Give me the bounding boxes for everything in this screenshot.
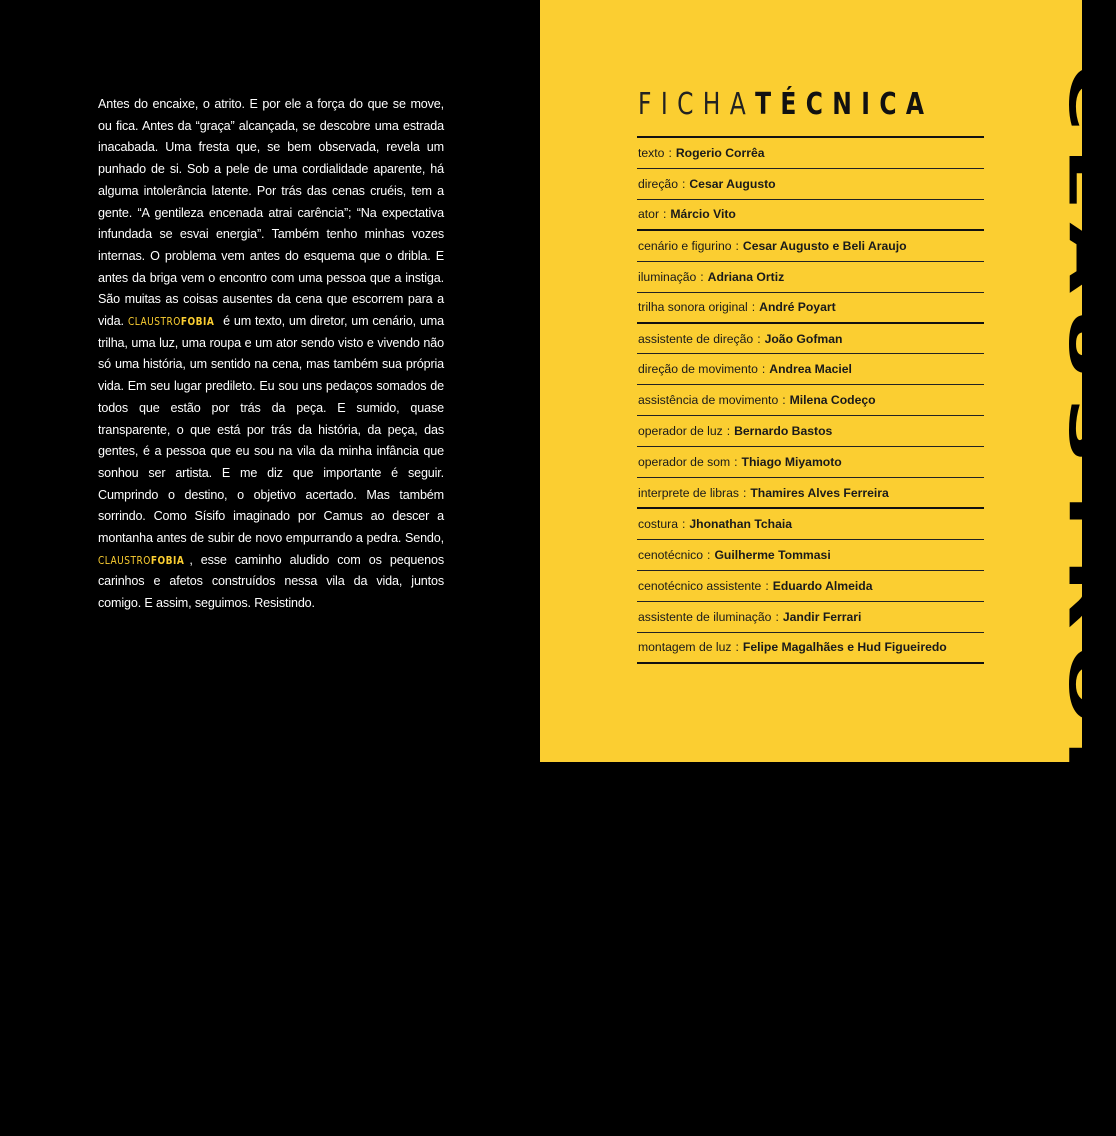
- credit-name: Cesar Augusto e Beli Araujo: [742, 238, 907, 253]
- credit-name: Bernardo Bastos: [734, 424, 833, 439]
- credit-name: Jandir Ferrari: [782, 609, 862, 624]
- credits-list: [637, 136, 984, 664]
- inline-brand: [128, 311, 214, 333]
- credit-row: [637, 509, 984, 540]
- credit-name: Cesar Augusto: [689, 176, 776, 191]
- credit-row: [637, 324, 984, 355]
- credit-role: cenotécnico: [638, 547, 704, 562]
- credit-separator: :: [681, 176, 686, 191]
- credit-row: [637, 385, 984, 416]
- credit-role: interprete de libras: [638, 485, 739, 500]
- credit-row: [637, 169, 984, 200]
- credit-separator: :: [681, 516, 686, 531]
- credit-row: [637, 633, 984, 664]
- credit-separator: :: [782, 393, 786, 408]
- credit-row: [637, 571, 984, 602]
- credit-role: assistente de iluminação: [638, 609, 772, 624]
- credit-row: [637, 478, 984, 509]
- credit-role: cenário e figurino: [638, 238, 732, 253]
- credit-role: operador de som: [638, 455, 731, 470]
- credit-name: Felipe Magalhães e Hud Figueiredo: [742, 640, 947, 655]
- credit-role: costura: [638, 516, 678, 531]
- credit-name: João Gofman: [764, 331, 843, 346]
- credit-separator: :: [707, 547, 711, 562]
- credit-name: Rogerio Corrêa: [675, 145, 765, 160]
- credit-separator: :: [751, 300, 756, 315]
- credit-role: montagem de luz: [638, 640, 732, 655]
- wordmark-vertical-center: CLAUSTROFOBIA: [467, 50, 527, 1122]
- credit-name: Márcio Vito: [670, 207, 736, 222]
- credit-row: [637, 602, 984, 633]
- inline-brand-bold: FOBIA: [150, 553, 185, 567]
- credit-separator: :: [668, 145, 672, 160]
- credit-row: [637, 293, 984, 324]
- credit-separator: :: [663, 207, 667, 222]
- ficha-title-light: FICHA: [638, 87, 756, 122]
- credit-name: Milena Codeço: [789, 393, 876, 408]
- credit-separator: :: [700, 269, 704, 284]
- credit-role: assistência de movimento: [638, 393, 779, 408]
- ficha-title-bold: TÉCNICA: [755, 87, 934, 122]
- credit-separator: :: [757, 331, 761, 346]
- credit-separator: :: [761, 362, 766, 377]
- body-part-1: Antes do encaixe, o atrito. E por ele a força do que se move, ou fica. Antes da “graça” alcançada, se descobre uma estrada inacabada. Uma fresta que, se bem observada, revela um punhado de si. Sob a pele de uma cordialidade aparente, há alguma intolerância latente. Por trás das cenas cruéis, tem a gente. “A gentileza encenada atrai carência”; “Na expectativa infundada se esvai energia”. Também tenho minhas vozes internas. O problema vem antes do esquema que o dribla. E antes da briga vem o encontro com uma pessoa que a instiga. São muitas as coisas ausentes da cena que escorrem para a vida.: [98, 97, 444, 329]
- body-part-2: é um texto, um diretor, um cenário, uma trilha, uma luz, uma roupa e um ator sendo visto e vivendo não só uma história, um sentido na cena, mas também sua própria vida. Em seu lugar predileto. Eu sou uns pedaços somados de todos que estão por trás da peça. E sumido, quase transparente, o que está por trás da história, da peça, das gentes, é a pessoa que eu sou na vila da minha infância que sonhou ser artista. E me diz que importante é seguir. Cumprindo o destino, o objetivo acertado. Mas também sorrindo. Como Sísifo imaginado por Camus ao descer a montanha antes de subir de novo empurrando a pedra. Sendo,: [98, 314, 445, 546]
- credit-row: [637, 200, 984, 231]
- credit-separator: :: [735, 238, 739, 253]
- credit-separator: :: [775, 609, 779, 624]
- credit-separator: :: [734, 455, 738, 470]
- credit-name: André Poyart: [759, 300, 836, 315]
- credit-separator: :: [735, 640, 739, 655]
- inline-brand-light: CLAUSTRO: [98, 553, 151, 567]
- credit-separator: :: [726, 424, 731, 439]
- credit-name: Thiago Miyamoto: [741, 455, 842, 470]
- credit-row: [637, 262, 984, 293]
- credit-role: direção de movimento: [638, 362, 758, 377]
- credit-name: Andrea Maciel: [769, 362, 852, 377]
- credit-separator: :: [742, 485, 747, 500]
- credit-row: [637, 231, 984, 262]
- credit-role: cenotécnico assistente: [638, 578, 762, 593]
- credit-role: ator: [638, 207, 660, 222]
- credit-name: Eduardo Almeida: [772, 578, 873, 593]
- credit-row: [637, 416, 984, 447]
- credit-row: [637, 447, 984, 478]
- credit-separator: :: [765, 578, 769, 593]
- inline-brand-light: CLAUSTRO: [127, 315, 181, 329]
- inline-brand: [98, 550, 184, 572]
- credit-role: direção: [638, 176, 678, 191]
- ficha-tecnica-title: [638, 87, 934, 122]
- credit-name: Jhonathan Tchaia: [689, 516, 793, 531]
- credit-role: operador de luz: [638, 424, 723, 439]
- credit-role: assistente de direção: [638, 331, 754, 346]
- inline-brand-bold: FOBIA: [180, 315, 215, 329]
- left-page: [0, 0, 540, 762]
- credit-name: Thamires Alves Ferreira: [750, 485, 889, 500]
- credit-role: texto: [638, 145, 665, 160]
- right-page: [540, 0, 1082, 762]
- credit-name: Adriana Ortiz: [707, 269, 785, 284]
- credit-row: [637, 354, 984, 385]
- body-part-3: , esse caminho aludido com os pequenos carinhos e afetos construídos nessa vila da vida, juntos comigo. E assim, seguimos. Resistindo.: [98, 552, 444, 611]
- credit-name: Guilherme Tommasi: [714, 547, 831, 562]
- wordmark-vertical-edge: CLAUSTROFOBIA: [1057, 64, 1116, 1136]
- credit-row: [637, 540, 984, 571]
- credit-role: iluminação: [638, 269, 697, 284]
- body-paragraph: [98, 94, 444, 615]
- credit-role: trilha sonora original: [638, 300, 748, 315]
- credit-row: [637, 138, 984, 169]
